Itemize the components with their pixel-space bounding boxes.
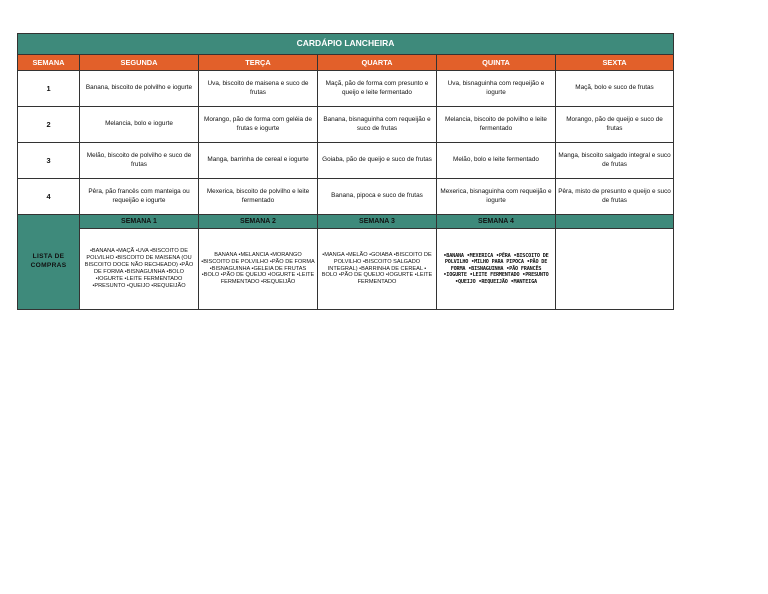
week-row-1 — [18, 71, 674, 107]
week-number: 1 — [18, 71, 80, 107]
title-row — [18, 34, 674, 55]
meal-cell: Pêra, pão francês com manteiga ou requeijão e iogurte — [80, 179, 199, 215]
week-row-3 — [18, 143, 674, 179]
header-terca: TERÇA — [199, 55, 318, 71]
lunchbox-menu-table — [17, 33, 674, 310]
header-quarta: QUARTA — [318, 55, 437, 71]
shopping-week-header: SEMANA 1 — [80, 215, 199, 229]
week-row-4 — [18, 179, 674, 215]
shopping-list-week-1: •BANANA •MAÇÃ •UVA •BISCOITO DE POLVILHO •BISCOITO DE MAISENA (OU BISCOITO DOCE NÃO RECHEADO) •PÃO DE FORMA •BISNAGUINHA •BOLO •IOGURTE •LEITE FERMENTADO •PRESUNTO •QUEIJO •REQUEIJÃO — [80, 229, 199, 310]
meal-cell: Mexerica, bisnaguinha com requeijão e iogurte — [437, 179, 556, 215]
meal-cell: Morango, pão de queijo e suco de frutas — [556, 107, 674, 143]
meal-cell: Morango, pão de forma com geléia de frutas e iogurte — [199, 107, 318, 143]
meal-cell: Uva, biscoito de maisena e suco de frutas — [199, 71, 318, 107]
table-title: CARDÁPIO LANCHEIRA — [18, 34, 674, 55]
week-number: 4 — [18, 179, 80, 215]
meal-cell: Goiaba, pão de queijo e suco de frutas — [318, 143, 437, 179]
shopping-week-header: SEMANA 4 — [437, 215, 556, 229]
shopping-list-row — [18, 229, 674, 310]
meal-cell: Melão, biscoito de polvilho e suco de frutas — [80, 143, 199, 179]
shopping-list-week-2: BANANA •MELANCIA •MORANGO •BISCOITO DE POLVILHO •PÃO DE FORMA •BISNAGUINHA •GELEIA DE FRUTAS •BOLO •PÃO DE QUEIJO •IOGURTE •LEITE FERMENTADO •REQUEIJÃO — [199, 229, 318, 310]
shopping-list-week-4: •BANANA •MEXERICA •PÊRA •BISCOITO DE POLVILHO •MILHO PARA PIPOCA •PÃO DE FORMA •BISNAGUINHA •PÃO FRANCÊS •IOGURTE •LEITE FERMENTADO •PRESUNTO •QUEIJO •REQUEIJÃO •MANTEIGA — [437, 229, 556, 310]
meal-cell: Banana, biscoito de polvilho e iogurte — [80, 71, 199, 107]
meal-cell: Melancia, biscoito de polvilho e leite fermentado — [437, 107, 556, 143]
meal-cell: Banana, bisnaguinha com requeijão e suco de frutas — [318, 107, 437, 143]
meal-cell: Uva, bisnaguinha com requeijão e iogurte — [437, 71, 556, 107]
week-number: 3 — [18, 143, 80, 179]
header-segunda: SEGUNDA — [80, 55, 199, 71]
meal-cell: Melancia, bolo e iogurte — [80, 107, 199, 143]
shopping-week-header: SEMANA 2 — [199, 215, 318, 229]
meal-cell: Maçã, bolo e suco de frutas — [556, 71, 674, 107]
header-quinta: QUINTA — [437, 55, 556, 71]
meal-cell: Manga, biscoito salgado integral e suco de frutas — [556, 143, 674, 179]
shopping-week-header-row — [18, 215, 674, 229]
shopping-list-week-3: •MANGA •MELÃO •GOIABA •BISCOITO DE POLVILHO •BISCOITO SALGADO INTEGRAL) •BARRINHA DE CEREAL • BOLO •PÃO DE QUEIJO •IOGURTE •LEITE FERMENTADO — [318, 229, 437, 310]
week-number: 2 — [18, 107, 80, 143]
meal-cell: Banana, pipoca e suco de frutas — [318, 179, 437, 215]
shopping-week-header-empty — [556, 215, 674, 229]
week-row-2 — [18, 107, 674, 143]
shopping-list-empty — [556, 229, 674, 310]
meal-cell: Manga, barrinha de cereal e iogurte — [199, 143, 318, 179]
header-semana: SEMANA — [18, 55, 80, 71]
header-sexta: SEXTA — [556, 55, 674, 71]
meal-cell: Mexerica, biscoito de polvilho e leite fermentado — [199, 179, 318, 215]
shopping-list-label: LISTA DE COMPRAS — [18, 215, 80, 310]
header-row — [18, 55, 674, 71]
meal-cell: Maçã, pão de forma com presunto e queijo e leite fermentado — [318, 71, 437, 107]
shopping-week-header: SEMANA 3 — [318, 215, 437, 229]
meal-cell: Pêra, misto de presunto e queijo e suco de frutas — [556, 179, 674, 215]
meal-cell: Melão, bolo e leite fermentado — [437, 143, 556, 179]
